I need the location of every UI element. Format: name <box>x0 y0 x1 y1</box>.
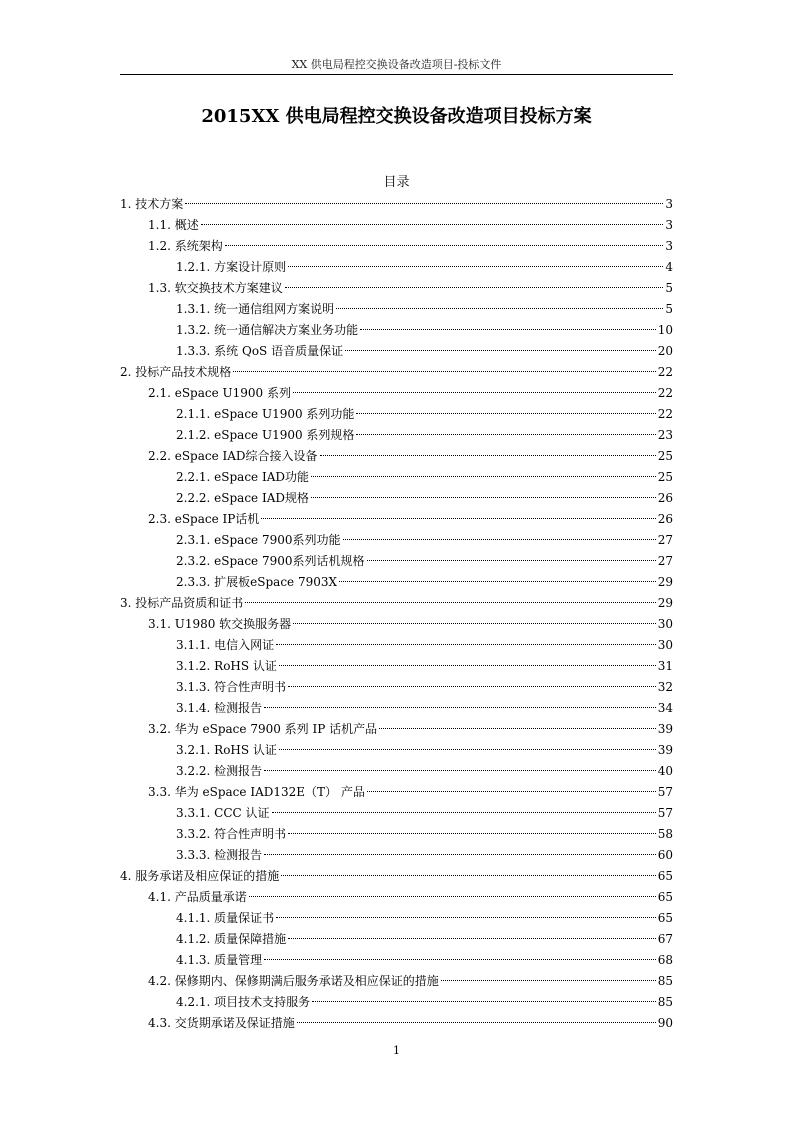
toc-dot-leader <box>312 1001 656 1002</box>
toc-entry-page: 34 <box>657 701 673 715</box>
toc-heading: 目录 <box>383 175 410 190</box>
toc-dot-leader <box>320 455 656 456</box>
toc-entry-label: 2.3.2. eSpace 7900系列话机规格 <box>176 554 365 568</box>
toc-entry[interactable] <box>120 383 673 404</box>
toc-entry[interactable] <box>120 887 673 908</box>
toc-dot-leader <box>264 770 656 771</box>
toc-entry-page: 3 <box>665 239 673 253</box>
toc-dot-leader <box>293 392 656 393</box>
toc-dot-leader <box>345 350 656 351</box>
toc-entry[interactable] <box>120 929 673 950</box>
toc-dot-leader <box>285 287 664 288</box>
toc-entry[interactable] <box>120 572 673 593</box>
toc-entry[interactable] <box>120 551 673 572</box>
toc-dot-leader <box>297 1022 656 1023</box>
toc-entry[interactable] <box>120 740 673 761</box>
toc-entry-page: 85 <box>657 995 673 1009</box>
toc-entry-page: 26 <box>657 512 673 526</box>
toc-entry[interactable] <box>120 593 673 614</box>
toc-entry[interactable] <box>120 992 673 1013</box>
toc-entry-page: 65 <box>657 890 673 904</box>
toc-entry-label: 4.1.1. 质量保证书 <box>176 911 275 925</box>
toc-entry-label: 1.3.1. 统一通信组网方案说明 <box>176 302 335 316</box>
toc-entry[interactable] <box>120 362 673 383</box>
toc-entry-label: 4.1.3. 质量管理 <box>176 953 263 967</box>
toc-entry-page: 60 <box>657 848 673 862</box>
toc-entry-page: 3 <box>665 197 673 211</box>
toc-dot-leader <box>367 560 656 561</box>
toc-entry-label: 3.2. 华为 eSpace 7900 系列 IP 话机产品 <box>148 722 378 736</box>
toc-dot-leader <box>264 854 656 855</box>
toc-dot-leader <box>261 518 655 519</box>
toc-entry-label: 2.3.1. eSpace 7900系列功能 <box>176 533 341 547</box>
toc-dot-leader <box>279 665 656 666</box>
toc-dot-leader <box>249 896 656 897</box>
toc-dot-leader <box>288 686 656 687</box>
toc-entry-page: 68 <box>657 953 673 967</box>
toc-dot-leader <box>379 728 656 729</box>
toc-entry[interactable] <box>120 299 673 320</box>
toc-dot-leader <box>288 938 656 939</box>
toc-entry-page: 25 <box>657 449 673 463</box>
toc-entry-label: 3.1.4. 检测报告 <box>176 701 263 715</box>
header-divider <box>120 74 673 75</box>
toc-entry[interactable] <box>120 341 673 362</box>
toc-dot-leader <box>343 539 656 540</box>
toc-entry-page: 22 <box>657 386 673 400</box>
toc-entry-page: 65 <box>657 869 673 883</box>
toc-entry[interactable] <box>120 215 673 236</box>
toc-entry[interactable] <box>120 425 673 446</box>
toc-entry-label: 1.3. 软交换技术方案建议 <box>148 281 283 295</box>
toc-entry-page: 40 <box>657 764 673 778</box>
toc-entry-page: 20 <box>657 344 673 358</box>
table-of-contents <box>120 194 673 1034</box>
toc-entry-page: 22 <box>657 407 673 421</box>
toc-entry-page: 85 <box>657 974 673 988</box>
toc-entry-page: 39 <box>657 722 673 736</box>
toc-entry-page: 30 <box>657 638 673 652</box>
toc-entry[interactable] <box>120 908 673 929</box>
toc-entry[interactable] <box>120 845 673 866</box>
toc-entry-page: 25 <box>657 470 673 484</box>
toc-entry[interactable] <box>120 320 673 341</box>
toc-entry[interactable] <box>120 782 673 803</box>
toc-dot-leader <box>272 812 656 813</box>
toc-entry-label: 4.2.1. 项目技术支持服务 <box>176 995 311 1009</box>
toc-entry[interactable] <box>120 719 673 740</box>
toc-entry-page: 29 <box>657 575 673 589</box>
toc-dot-leader <box>367 791 656 792</box>
toc-entry[interactable] <box>120 761 673 782</box>
toc-entry[interactable] <box>120 278 673 299</box>
toc-entry-page: 5 <box>665 302 673 316</box>
toc-dot-leader <box>336 308 663 309</box>
toc-entry[interactable] <box>120 614 673 635</box>
toc-entry-page: 58 <box>657 827 673 841</box>
toc-dot-leader <box>339 581 656 582</box>
document-title: 2015XX 供电局程控交换设备改造项目投标方案 <box>201 106 592 127</box>
toc-entry-page: 4 <box>665 260 673 274</box>
toc-entry-page: 39 <box>657 743 673 757</box>
toc-entry-label: 3.2.2. 检测报告 <box>176 764 263 778</box>
toc-entry[interactable] <box>120 635 673 656</box>
toc-entry[interactable] <box>120 866 673 887</box>
toc-entry[interactable] <box>120 194 673 215</box>
toc-entry-page: 29 <box>657 596 673 610</box>
toc-dot-leader <box>245 602 655 603</box>
page-header: XX 供电局程控交换设备改造项目-投标文件 <box>291 58 502 71</box>
toc-entry-label: 2.2.2. eSpace IAD规格 <box>176 491 309 505</box>
toc-entry[interactable] <box>120 824 673 845</box>
toc-entry-label: 4.2. 保修期内、保修期满后服务承诺及相应保证的措施 <box>148 974 439 988</box>
toc-dot-leader <box>276 644 656 645</box>
toc-entry[interactable] <box>120 1013 673 1034</box>
toc-entry-label: 4.3. 交货期承诺及保证措施 <box>148 1016 295 1030</box>
toc-dot-leader <box>288 266 663 267</box>
toc-entry-label: 1.3.2. 统一通信解决方案业务功能 <box>176 323 359 337</box>
toc-entry-page: 27 <box>657 533 673 547</box>
toc-entry-label: 4.1.2. 质量保障措施 <box>176 932 287 946</box>
toc-entry-label: 4. 服务承诺及相应保证的措施 <box>120 869 280 883</box>
toc-entry[interactable] <box>120 950 673 971</box>
toc-entry-label: 3.3. 华为 eSpace IAD132E（T） 产品 <box>148 785 365 799</box>
toc-dot-leader <box>279 749 656 750</box>
toc-entry-page: 90 <box>657 1016 673 1030</box>
toc-dot-leader <box>281 875 655 876</box>
toc-entry-page: 23 <box>657 428 673 442</box>
toc-entry-page: 31 <box>657 659 673 673</box>
toc-entry-page: 57 <box>657 785 673 799</box>
toc-dot-leader <box>288 833 656 834</box>
toc-entry[interactable] <box>120 257 673 278</box>
toc-entry-page: 3 <box>665 218 673 232</box>
toc-dot-leader <box>311 476 656 477</box>
toc-entry-label: 3.1.3. 符合性声明书 <box>176 680 287 694</box>
toc-entry-page: 65 <box>657 911 673 925</box>
toc-entry-label: 2.3.3. 扩展板eSpace 7903X <box>176 575 338 589</box>
toc-entry-label: 2. 投标产品技术规格 <box>120 365 232 379</box>
toc-entry-label: 2.3. eSpace IP话机 <box>148 512 260 526</box>
toc-entry[interactable] <box>120 404 673 425</box>
toc-entry[interactable] <box>120 656 673 677</box>
toc-entry[interactable] <box>120 530 673 551</box>
toc-dot-leader <box>311 497 656 498</box>
toc-entry-page: 22 <box>657 365 673 379</box>
toc-entry[interactable] <box>120 236 673 257</box>
toc-entry-label: 1.2.1. 方案设计原则 <box>176 260 287 274</box>
toc-dot-leader <box>356 413 655 414</box>
toc-entry-page: 5 <box>665 281 673 295</box>
toc-dot-leader <box>201 224 664 225</box>
toc-entry[interactable] <box>120 698 673 719</box>
toc-dot-leader <box>276 917 656 918</box>
toc-dot-leader <box>356 434 655 435</box>
toc-entry-label: 2.2. eSpace IAD综合接入设备 <box>148 449 318 463</box>
toc-entry-label: 3.1. U1980 软交换服务器 <box>148 617 292 631</box>
toc-entry-page: 32 <box>657 680 673 694</box>
toc-entry-page: 67 <box>657 932 673 946</box>
page-number: 1 <box>393 1044 400 1057</box>
toc-dot-leader <box>293 623 656 624</box>
toc-entry[interactable] <box>120 488 673 509</box>
toc-entry-label: 3.1.1. 电信入网证 <box>176 638 275 652</box>
toc-entry-page: 27 <box>657 554 673 568</box>
toc-entry-label: 3.2.1. RoHS 认证 <box>176 743 277 757</box>
toc-dot-leader <box>185 203 663 204</box>
toc-entry-label: 1.3.3. 系统 QoS 语音质量保证 <box>176 344 344 358</box>
toc-dot-leader <box>233 371 655 372</box>
toc-entry-page: 26 <box>657 491 673 505</box>
toc-entry[interactable] <box>120 677 673 698</box>
toc-entry-label: 2.1.2. eSpace U1900 系列规格 <box>176 428 355 442</box>
toc-entry-label: 3.1.2. RoHS 认证 <box>176 659 277 673</box>
toc-entry[interactable] <box>120 971 673 992</box>
toc-dot-leader <box>264 707 656 708</box>
toc-dot-leader <box>360 329 656 330</box>
toc-entry-label: 2.2.1. eSpace IAD功能 <box>176 470 309 484</box>
toc-entry[interactable] <box>120 803 673 824</box>
toc-entry-label: 3.3.1. CCC 认证 <box>176 806 270 820</box>
toc-dot-leader <box>264 959 656 960</box>
toc-entry-label: 3.3.2. 符合性声明书 <box>176 827 287 841</box>
toc-entry[interactable] <box>120 509 673 530</box>
toc-entry-label: 1. 技术方案 <box>120 197 184 211</box>
toc-entry-label: 2.1.1. eSpace U1900 系列功能 <box>176 407 355 421</box>
toc-dot-leader <box>225 245 664 246</box>
toc-entry[interactable] <box>120 467 673 488</box>
toc-entry-page: 30 <box>657 617 673 631</box>
toc-entry[interactable] <box>120 446 673 467</box>
toc-entry-page: 10 <box>657 323 673 337</box>
toc-entry-label: 1.1. 概述 <box>148 218 199 232</box>
toc-dot-leader <box>441 980 656 981</box>
toc-entry-label: 1.2. 系统架构 <box>148 239 223 253</box>
toc-entry-label: 3. 投标产品资质和证书 <box>120 596 244 610</box>
toc-entry-page: 57 <box>657 806 673 820</box>
toc-entry-label: 3.3.3. 检测报告 <box>176 848 263 862</box>
toc-entry-label: 2.1. eSpace U1900 系列 <box>148 386 291 400</box>
toc-entry-label: 4.1. 产品质量承诺 <box>148 890 247 904</box>
